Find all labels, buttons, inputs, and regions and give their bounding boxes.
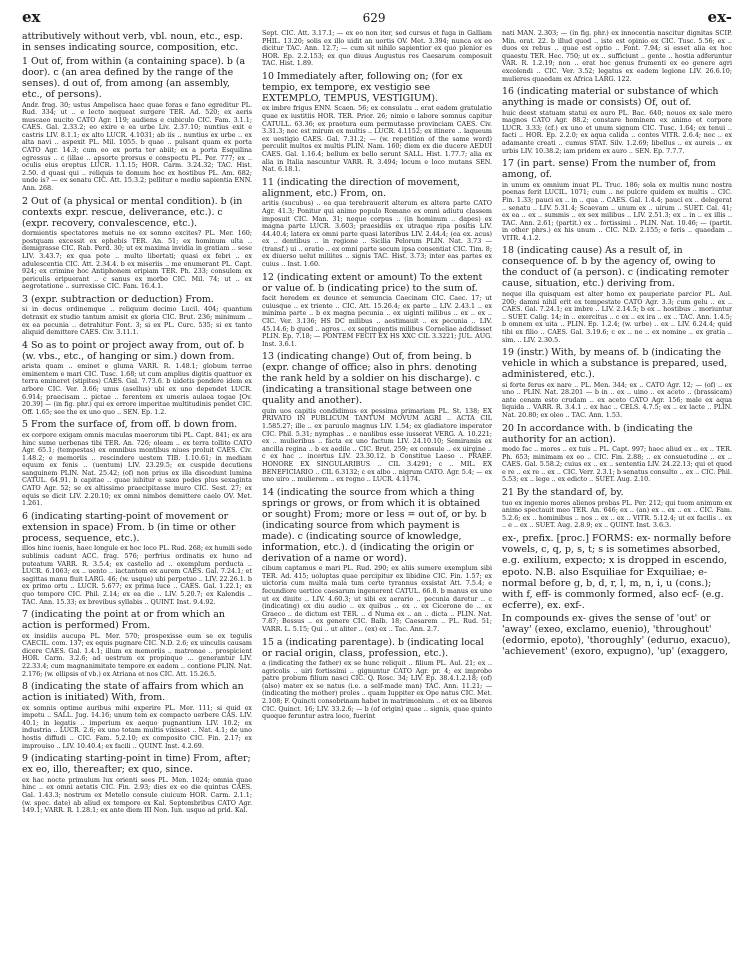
column-left — [22, 30, 252, 948]
citation-block: si in decus ordinemque .. reliquum decimo Lucil. 404; quantum detraxit ex studio tantum amisit ex gloria CIC. Brut. 236; minimum .. ex ea pecunia .. detrahitur Font. 3; si ex PL. Curc. 535; si ex tanto aliquid demittere CAES. Civ. 3.11.1. — [22, 305, 252, 337]
citation-block: modo fac .. mores .. ex tuis .. PL. Capt. 997; haec aliud ex .. ex .. TER. Ph. 653; minimam ex eo .. CIC. Fin. 2.88; .. ex consuetudine .. ex .. CAES. Gal. 5.58.2; cuius ex .. ex .. sententia LIV. 24.22.13; qui et quod e re .. ex re .. ex .. CIC. Verr. 2.3.1; b senatus consulto .. ex .. CIC. Phil. 5.53; ex .. lege .. ex edicto .. SUET. Aug. 2.10. — [502, 445, 732, 484]
citation-block: dormientis spectatores metuis ne ex somno excites? PL. Mer. 160; postquam excessit ex ephebis TER. An. 51; ex hominum ulta .. demigrasse CIC. Rab. Perd. 30; ut ex maxima invidia in gratiam .. sese LIV. 3.43.7; ex qua pote .. multo libertati; quasi ex febri .. ex adulescentia CIC. Att. 2.34.4. b ex miseriis .. me enumerant PL. Capt. 924; ex crimine hoc Antiphonem eripiam TER. Ph. 233; consulem ex periculis eripuerant .. c sanus ex morbo CIC. Mil. 74; ut .. ex aegrotatione .. surrexisse CIC. Fam. 16.4.1. — [22, 229, 252, 291]
citation-block: cibum captamus e mari PL. Rud. 290; ex aliis sumere exemplum sibi TER. Ad. 415; uoluptas quae percipitur ex libidine CIC. Fin. 1.57; ex uictoria cum multa mala tum certe tyrannus exsistat Att. 7.5.4; e fecundiore uertice caesarum ingenerent CATUL. 66.8. b manus ex uno ut ex diuite .. LIV. 4.60.3; ut sibi ex aerario .. pecunia daretur .. c (indicating) ex diu audio .. ex quibus .. ex .. ex Cicerone de .. ex Graeco .. de dictum est TER. .. d Numa ex .. an .. dicta .. PLIN. Nat. 7.87; Bessus .. ex genere CIC. Balb. 18; Caesarem .. PL. Rud. 51; VARR. L. 5.15; Qui .. ut aliter .. (ex) ex .. Tac. Ann. 2.7. — [262, 564, 492, 633]
citation-block: ex hac nocte primulum lux orienti sees PL. Men. 1024; omnia quae hinc .. ex omni aetatis CIC. Fin. 2.93; dies ex eo die quintus CAES. Gal. 1.43.3; nostrum ex Metello consule ciuicum HOR. Carm. 2.1.1; (w. spec. date) ab aliud ex tempore ex Kal. Septembribus CATO Agr. 149.1; VARR. R. 1.28.1; ex ante diem III Non. Iun. usque ad prid. Kal. — [22, 775, 252, 815]
citation-block: a (indicating the father) ex se hunc reliquit .. filium PL. Aul. 21; ex .. agricolis .. uiri fortissimi .. gignuntur CATO Agr. pr. 4; ex improbo patre probum filium nasci CIC. Q. Rosc. 34; LIV. Ep. 38.4.1.2.18; (of) (also) mater ex se natus (i.e. a self-made man) TAC. Ann. 11.21; — (indicating the mother) proles .. quam Iuppiter ex Ope natus CIC. Met. 2.108; F. Quincti consobrinam habet in matrimonium .. et ex ea liberos CIC. Quinct. 16; LIV. 33.2.6; — b (of origin) quae .. signis, quae quinto quoque feruntur astra loco, fuerint — [262, 659, 492, 721]
sense-definition: 19 (instr.) With, by means of. b (indicating the vehicle in which a substance is prepared, used, administered, etc.). — [502, 347, 728, 381]
body-text: In compounds ex- gives the sense of 'out' or 'away' (exeo, exclamo, eueniο), 'throughout' (edormio, epoto), 'thoroughly' (eduruo, exacuo), 'achievement' (exoro, expugno), 'up' (exaggero, — [502, 612, 731, 657]
citation-block: tuo ex ingenio mores alienos probas PL. Per. 212; qui tuom animum ex animo spectauit meo TER. An. 646; ex .. (an) ex .. ex .. ex .. CIC. Fam. 5.2.6; ex .. hominibus .. nos .. ex .. ex .. VITR. 5.12.4; ut ex facilis .. ex .. e .. ex .. SUET. Aug. 2.8.9; ex .. QUINT. Inst. 3.6.3. — [502, 498, 732, 530]
text-columns — [22, 30, 732, 948]
sense-definition: 16 (indicating material or substance of which anything is made or consists) Of, out of. — [502, 86, 719, 109]
sense-definition: 3 (expr. subtraction or deduction) From. — [22, 293, 214, 305]
sense-definition: 1 Out of, from within (a containing space). b (a door). c (an area defined by the range of the senses). d out of, from among (an assembly, etc., of persons). — [22, 56, 246, 100]
citation-block: nati MAN. 2.303; — (in fig. phr.) ex innocentia nascitur dignitas SCIP. Min. orat. 22. b illud quod .. iste est opinio ex CIC. Tusc. 5.56; ex .. duos ex rebus .. quae est optio .. Font. 7.94; si esset alia ex hoc quaestu TER. Hec. 750; ut ex .. sufficiunt .. gente .. hostia adferuntur VAR. R. 1.2.19; non .. erat hoc genus frumenti ex eo genere agri excolendi .. CIC. Ver. 3.52; legatus ex eadem legione LIV. 26.6.10; mulieres quaedam ex Africa LARG. 122. — [502, 30, 732, 83]
sense-definition: 21 By the standard of, by. — [502, 487, 624, 499]
sense-definition: 10 Immediately after, following on; (for ex tempio, ex tempore, ex vestigio see EXTEMPLO, TEMPUS, VESTIGIUM). — [262, 70, 463, 104]
entry-headword-block: ex-, prefix. [proc.] FORMS: ex- normally before vowels, c, q, p, s, t; s is sometimes absorbed, e.g. exilium, expecto; x is dropped in escendo, epoto. N.B. also Esquiliae for Exquiliae; e- normal before g, b, d, r, l, m, n, i, u (cons.); with f, eff- is commonly formed, also ecf- (e.g. ecferre), ex. exf-. — [502, 532, 732, 612]
citation-block: ex insidiis aucupa PL. Mer. 570; prospexisse eum se ex tegulis CAECIL. com. 137; ex equis pugnare CIC. N.D. 2.6; ex uinculis causam dicere CAES. Gal. 1.4.1; illum ex memoriis .. matronae .. prospicient HOR. Carm. 3.2.6; ad uestrum ex propinquo ... generantur LIV. 22.33.4; cum magnanimitate tempore ex eadem .. contione PLIN. Nat. 2.176; (w. ellipsis of vb.) ex Atriana et nos CIC. Att. 15.26.5. — [22, 631, 252, 678]
body-text: attributively without verb, vbl. noun, etc., esp. in senses indicating source, composition, etc. — [22, 31, 243, 53]
sense-definition: 15 a (indicating parentage). b (indicating local or racial origin, class, profession, etc.). — [262, 636, 484, 659]
citation-block: Sept. CIC. Att. 3.17.1; — ex eo non iter, sed cursus et fuga in Galliam PHIL. 13.20; solis ex illo uidit an uortis OV. Met. 3.394; nunca ex eo dicitur TAC. Ann. 12.7; — cum sit nihilo sapientior ex quo plenior es HOR. Ep. 2.2.153; ex quo diuus Augustus res Caesarum composuit TAC. Hist. 1.89. — [262, 30, 492, 68]
sense-definition: 7 (indicating the point at or from which an action is performed) From. — [22, 609, 225, 632]
sense-definition: 9 (indicating starting-point in time) From, after; ex eo, illo, thereafter; ex quo, since. — [22, 753, 251, 776]
running-head — [22, 8, 732, 30]
sense-definition: 11 (indicating the direction of movement, alignment, etc.) From, on. — [262, 176, 460, 199]
sense-definition: 20 In accordance with. b (indicating the authority for an action). — [502, 422, 693, 445]
page-number: 629 — [362, 11, 386, 25]
citation-block: ex somnis optime auribus mihi experire PL. Mer. 111; si quid ex impetu .. SALL. Jug. 14.16; unum tem ex compacto uerbere CAS. LIV. 40.1; in legatis .. imperium ex aequo pugnantium LIV. 10.2; ex industria .. LUCR. 2.6; ex uno totam multis vixisset .. Nat. 4.1; de uno hostis diffudi .. CIC. Fam. 5.2.10; ex composito CIC. Fin. 2.17; ex improuiso .. LIV. 10.40.4; ex facili .. QUINT. Inst. 4.2.69. — [22, 703, 252, 750]
right-guide-word: ex- — [707, 8, 732, 26]
citation-block: quin uos capitis condidimus ex pessima primariam PL. St. 138; EX PRIVATO IN PUBLICUM TANTUM MOVUM AGRI .. ACTA CIL 1.585.27; ille .. ex paruulo magnus LIV. 1.54; ex gladiatore imperator CIC. Phil. 5.31; nymphas .. e naulibus esse iusserat VERG. A. 10.221; ex .. mulieribus .. facta ex uno factum LIV. 24.10.10; Semiramis ex ancilla regina .. b ex aedile .. CIC. Brut. 259; ex consule .. ex uirgine .. c ex hac .. incertus LIV. 23.30.12. b Constitue Laeso .. PRAEF. HONORE EX SINGULARIBUS .. CIL 3.4291; c .. MIL. EX BENEFICIARIO .. CIL 6.3132; c ex albo .. nigrum CATO. Agr. 5.4; — ex uno uiro .. mulierem .. ex regno .. LUCR. 4.1174. — [262, 406, 492, 484]
left-guide-word: ex — [22, 8, 41, 26]
sense-definition: 8 (indicating the state of affairs from which an action is initiated) With, from. — [22, 681, 244, 704]
column-right — [502, 30, 732, 948]
citation-block: aritis (sucubus) .. ea qua terebrauerit alterum ex altera parte CATO Agr. 41.3; Ponitur qui animo populo Romano ex omni adiutu classem imposuit CIC. Man. 31; neque corpus .. (in hominum .. dapes) ex magna parte LUCR. 3.603; praesidiis ex utraque ripa positis LIV. 44.40.4; latera ex omni parte quasi lateribus LIV. 2.44.4; (ea ex. acus) ex .. dentibus .. in regione .. Sicilia Pelorum PLIN. Nat. 3.73 — (transf.) ui .. oratio .. ex omni parte secum ipsa consentiat CIC. Tim. 8; ex diuerso uelut miliites .. signis TAC. Hist. 3.73; inter eas partes ex cuius .. Inst. 1.60. — [262, 199, 492, 269]
sense-definition: 4 So as to point or project away from, out of. b (w. vbs., etc., of hanging or sim.) down from. — [22, 339, 244, 362]
sense-definition: 14 (indicating the source from which a thing springs or grows, or from which it is obtained or sought) From; more or less = out of, or by. b (indicating source from which payment is made). c (indicating source of knowledge, information, etc.). d (indicating the origin or derivation of a name or word). — [262, 486, 487, 564]
sense-definition: 2 Out of (a physical or mental condition). b (in contexts expr. rescue, deliverance, etc.). c (expr. recovery, convalescence, etc.). — [22, 195, 243, 229]
citation-block: ex imbre frigus ENN. Scaen. 56; ex consulatu .. erat eadem gratulatio quae ex iustitiis HOR. TER. Prior. 26; nimio e labore somnus capitur CATULL. 63.36; ex praetura eum permutasse provinciam CAES. Civ. 3.31.3; nec est mirum ex multis .. LUCR. 4.1152; ex itinere .. laqueum ex uestigio CAES. Gal. 7.31.2; — (w. repetition of the same word) perculit multos ex multis PLIN. Nam. 160; diem ex die ducere AEDUI CAES. Gal. 1.16.4; bellum ex bello serunt SALL. Hist. 1.77.7; alia ex alia in Italia nascuntur VARR. R. 3.494; locum e loco mutans SEN. Nat. 6.18.1. — [262, 104, 492, 174]
sense-definition: 18 (indicating cause) As a result of, in consequence of. b by the agency of, owing to the conduct of (a person). c (indicating remoter cause, situation, etc.) deriving from. — [502, 245, 729, 290]
citation-block: arista quam .. eminet e gluma VARR. R. 1.48.1; globum terrae eminentem e mari CIC. Tusc. 1.68; ut cum amplius digitis quattuor ex terra emineret (stipites) CAES. Gal. 7.73.6. b uidetis pendere idem ex arbore CIC. Ver. 3.66; unus (asellus) ubi ex uno dependet LUCR. 6.914; praecisam .. pictae .. ferentem ex umeris aulaea togae [Ov. 20.39] — (in fig. phr.) qui ex errore imperitae multitudinis pendet CIC. Off. 1.65; see the ex uno quo .. SEN. Ep. 1.2. — [22, 362, 252, 416]
sense-definition: 12 (indicating extent or amount) To the extent or value of. b (indicating price) to the sum of. — [262, 271, 483, 294]
citation-block: si forte ferus ex nare .. PL. Men. 344; ex .. CATO Agr. 12; — (of) .. ex uno .. PLIN. Nat. 28.201 — b in .. ex .. uino .. ex aceto .. (brassicam) ante cenam esto crudam .. ex aceto CATO Agr. 156; male ex aqua liquida .. VARR. R. 3.4.1 .. ex hac .. CELS. 4.7.5; ex .. ex lacte .. PLIN. Nat. 20.80; ex oleo .. TAC. Ann. 1.53. — [502, 380, 732, 419]
citation-block: huic deest statuam statui ex auro PL. Bac. 640; nouos ex sale mero magnos CATO Agr. 88.2; constare hominem ex animo et corpore LUCR. 3.33; (cf.) ex uno et unum signum CIC. Tusc. 1.64; ex tenui .. facti .. HOR. Ep. 2.2.0; ex aqua calida .. contes VITR. 2.6.4; nec .. ex adamante creati .. cumus STAT. Silv. 1.2.69; libellus .. ex aureis .. ex urbis LIV. 10.38.2; iam pridem ex auro .. SEN. Ep. 7.7.7. — [502, 108, 732, 155]
citation-block: neque illa quisquam est alter homo ex pauperiate parcior PL. Aul. 200; damni nihil erit ex tempestate CATO Agr. 3.3; cum gelu .. ex .. CAES. Gal. 7.24.1; ex imbre .. LIV. 2.14.5; b ex .. hostibus .. moriuntur .. SUET. Calig. 14; in .. exercitus .. c ex .. ex ira .. ex .. TAC. Ann. 1.4.5; b omnem ex uita .. PLIN. Ep. 1.2.4; (w. urbe) .. ex .. LIV. 6.24.4; quid tibi ex filio .. CAES. Gal. 3.19.6; c ex .. ne .. ex nomine .. ex gratia .. sim. .. LIV. 2.30.5. — [502, 289, 732, 344]
citation-block: illos hinc iuenis, haec longule ex hoc loco PL. Rud. 268; ex humili sede sublimis cadunt ACC. frag. 576; perfrius ordinatis ex huno ad puteatum VARR. R. 3.5.4; ex castello ad .. exemplum perducta .. LUCR. 6.1063; ex .. uento .. iactantem ex aurem CAES. Gal. 7.24.1; et sagittas manu fluit LARG. 46; (w. usque) ubi perpetuo .. LIV. 22.26.1. b ex primo ortu .. LUCR. 5.677; ex prima luce .. CAES. Gal. 1.22.1; ex quo tempore CIC. Phil. 2.14; ex ea die .. LIV. 5.20.7; ex Kalendis .. TAC. Ann. 15.33; ex brevibus syllabis .. QUINT. Inst. 9.4.92. — [22, 544, 252, 606]
citation-block: facit heredem ex deunce et semuncia Caecinam CIC. Caec. 17; ut cuiusque .. ex triente .. CIC. Att. 15.26.4; ex parte .. LIV. 2.43.1 .. ex minima parte .. b ex magna pecunia .. ex uiginti milibus .. ex .. ex .. CIC. Ver. 3.136; HS DC milibus .. aestimauit .. ex pecunia .. LIV. 45.14.6; b quod .. agros .. ex septingentis milibus Corneliae addidisset PLIN. Ep. 7.18; — PONTEM FECIT EX HS XXC CIL 3.3221; JUL. AUG. Inst. 3.6.1. — [262, 294, 492, 348]
sense-definition: 6 (indicating starting-point of movement or extension in space) From. b (in time or other process, sequence, etc.). — [22, 510, 236, 544]
citation-block: ex corpore exigam omnis maculas maerorum tibi PL. Capt. 841; ex ara hinc sume uerbenas tibi TER. An. 726; oleam .. ex terra tollito CATO Agr. 65.1; (tempestas) ex omnibus montibus niues proluit CAES. Civ. 1.48.2; e memoriis .. rescindere uestem TIB. 1.10.61; in mediam equum ex fenis .. (uentum) LIV. 23.29.5; ex cuspide decutiens sanguinem PLIN. Nat. 25.42; (of) non prius ex illa discedunt lumina CATUL. 64.91. b capitae .. quae iubitur e saxo pedes plus sexaginta CATO Agr. 52; se ex altissimo praecipitasse muro CIC. Sest. 27; ex equis se dicit LIV. 2.20.10; ex omni nimbos demittere caelo OV. Met. 1.261. — [22, 430, 252, 508]
citation-block: in unum ex omnium inuat PL. Truc. 186; sola ex multis nunc nostra poenas ferit LUCIL. 1071; cum .. ne pulcre quidem ex multis .. CIC. Fin. 1.33; pauci ex .. in .. qua .. CAES. Gal. 1.4.4; pauci ex .. delegerat .. senatu .. LIV. 5.31.4; Scaevam .. unum ex .. uirum .. SUET. Cal. 41; ex ea .. ex .. summis .. ex sex milibus .. LIV. 2.51.3; ex .. in .. ex illis .. TAC. Ann. 2.61; (partit.) ex .. fortissimi .. PLIN. Nat. 10.46; — (partit. in other phrs.) ex his unum .. CIC. N.D. 2.155; e feris .. quaedam .. VITR. 4.1.2. — [502, 180, 732, 242]
sense-definition: 17 (in part. sense) From the number of, from among, of. — [502, 158, 716, 181]
sense-definition: 5 From the surface of, from off. b down from. — [22, 419, 238, 431]
citation-block: Andr. frag. 30; ustus Ampelisca haec quae foras e fano egreditur PL. Rud. 334; ut .. e lecto nequeat surgere TER. Ad. 520; ex aeris muscaeo nucito CATO Agr. 119; audiens e cubiculo CIC. Fam. 3.1.1; CAES. Gal. 2.33.2; eo exire e ea urbe Liv. 2.37.10; nuntius exit e castris LIV. 8.1.1; ex alto LUCR. 4.1031; ab iis .. nuntius ex urbe .. ex alta navi .. aspexit PL. Mil. 1055. b quae .. pulsant quam ex porta CATO Agr. 14.3; cum eo ex porta ter abiit; ex a porta Esquilina egressus .. c (illae .. apsorte prorsus e conspectu PL. Per. 777; ex .. oculis eius ereptus LUCR. 1.1.15; HOR. Carm. 3.24.32; TAC. Hist. 2.50. d quasi qui .. reliquis te domum hoc ex hostibus PL. Am. 682; unde is? — ex senatu CIC. Att. 15.3.2; pellitur e medio sapientia ENN. Ann. 268. — [22, 100, 252, 193]
sense-definition: 13 (indicating change) Out of, from being. b (expr. change of office; also in phrs. denoting the rank held by a soldier on his discharge). c (indicating a transitional stage between one quality and another). — [262, 351, 481, 407]
column-middle — [262, 30, 492, 948]
